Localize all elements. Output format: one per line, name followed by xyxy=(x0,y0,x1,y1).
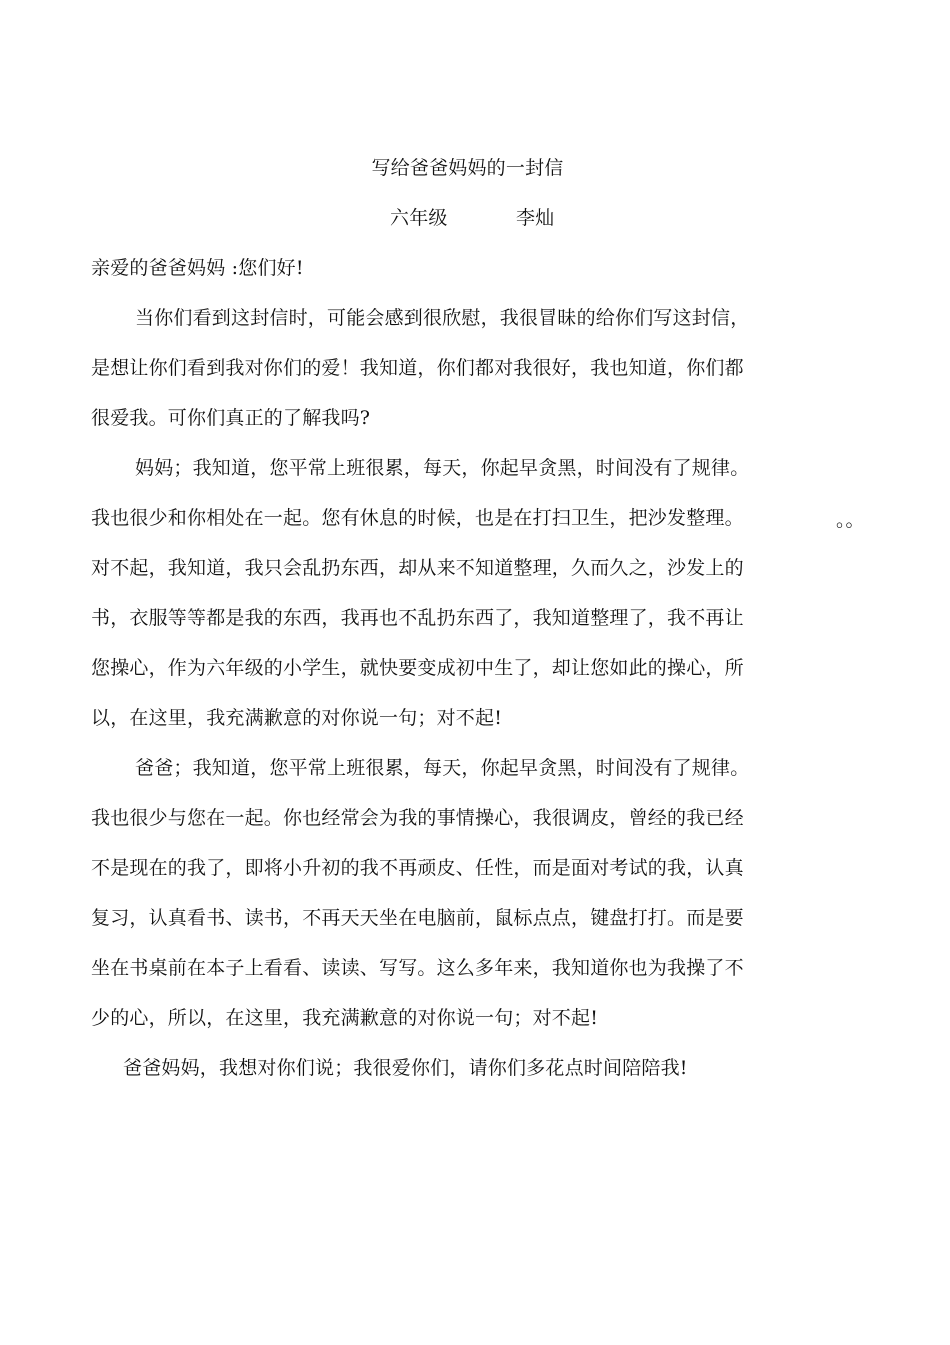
closing-line: 爸爸妈妈，我想对你们说；我很爱你们，请你们多花点时间陪陪我! xyxy=(123,1057,688,1079)
author-grade: 六年级 xyxy=(390,207,448,229)
body-line: 复习，认真看书、读书，不再天天坐在电脑前，鼠标点点，键盘打打。而是要 xyxy=(91,907,744,929)
author-name: 李灿 xyxy=(516,207,555,229)
letter-title: 写给爸爸妈妈的一封信 xyxy=(371,157,564,179)
body-line: 我也很少与您在一起。你也经常会为我的事情操心，我很调皮，曾经的我已经 xyxy=(91,807,744,829)
body-line: 您操心，作为六年级的小学生，就快要变成初中生了，却让您如此的操心，所 xyxy=(91,657,744,679)
body-line: 不是现在的我了，即将小升初的我不再顽皮、任性，而是面对考试的我，认真 xyxy=(91,857,744,879)
body-line: 是想让你们看到我对你们的爱！我知道，你们都对我很好，我也知道，你们都 xyxy=(91,357,744,379)
letter-greeting: 亲爱的爸爸妈妈 :您们好! xyxy=(91,257,304,279)
body-line: 很爱我。可你们真正的了解我吗? xyxy=(91,407,371,429)
body-line: 当你们看到这封信时，可能会感到很欣慰，我很冒昧的给你们写这封信， xyxy=(135,307,750,329)
body-line: 坐在书桌前在本子上看看、读读、写写。这么多年来，我知道你也为我操了不 xyxy=(91,957,744,979)
body-line: 妈妈；我知道，您平常上班很累，每天，你起早贪黑，时间没有了规律。 xyxy=(135,457,750,479)
body-line: 爸爸；我知道，您平常上班很累，每天，你起早贪黑，时间没有了规律。 xyxy=(135,757,750,779)
body-line: 我也很少和你相处在一起。您有休息的时候，也是在打扫卫生，把沙发整理。 xyxy=(91,507,744,529)
body-line: 以，在这里，我充满歉意的对你说一句；对不起! xyxy=(91,707,503,729)
body-line: 少的心，所以，在这里，我充满歉意的对你说一句；对不起! xyxy=(91,1007,599,1029)
body-line: 书，衣服等等都是我的东西，我再也不乱扔东西了，我知道整理了，我不再让 xyxy=(91,607,744,629)
margin-mark: 。。 xyxy=(836,509,865,531)
body-line: 对不起，我知道，我只会乱扔东西，却从来不知道整理，久而久之，沙发上的 xyxy=(91,557,744,579)
